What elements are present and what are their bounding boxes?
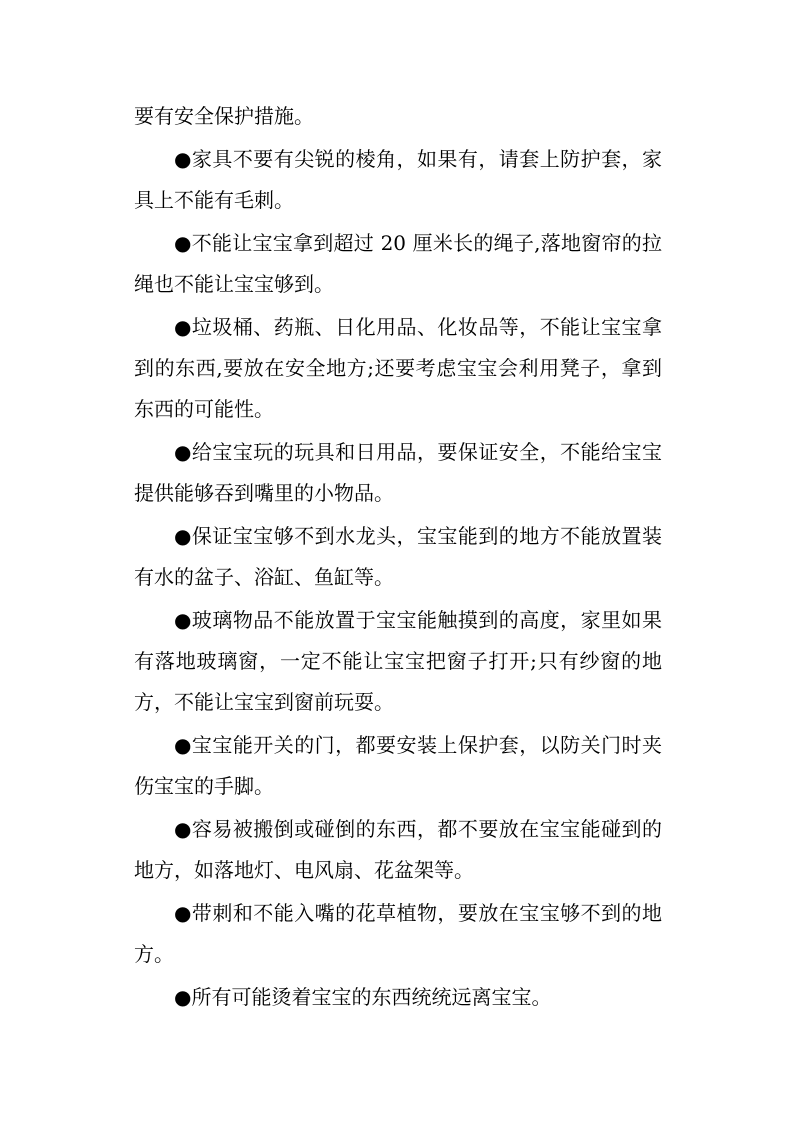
document-body [134, 96, 662, 1020]
paragraph-ropes-cords: ●不能让宝宝拿到超过 20 厘米长的绳子,落地窗帘的拉绳也不能让宝宝够到。 [134, 231, 662, 296]
paragraph-glass-windows: ●玻璃物品不能放置于宝宝能触摸到的高度，家里如果有落地玻璃窗，一定不能让宝宝把窗子打开;只有纱窗的地方，不能让宝宝到窗前玩耍。 [134, 608, 662, 714]
paragraph-hazardous-items: ●垃圾桶、药瓶、日化用品、化妆品等，不能让宝宝拿到的东西,要放在安全地方;还要考虑宝宝会利用凳子，拿到东西的可能性。 [134, 315, 662, 421]
paragraph-water-safety: ●保证宝宝够不到水龙头，宝宝能到的地方不能放置装有水的盆子、浴缸、鱼缸等。 [134, 524, 662, 589]
paragraph-hot-items: ●所有可能烫着宝宝的东西统统远离宝宝。 [174, 985, 552, 1009]
paragraph-doors: ●宝宝能开关的门，都要安装上保护套，以防关门时夹伤宝宝的手脚。 [134, 733, 662, 798]
paragraph-furniture-edges: ●家具不要有尖锐的棱角，如果有，请套上防护套，家具上不能有毛刺。 [134, 147, 662, 212]
paragraph-continuation: 要有安全保护措施。 [134, 104, 314, 128]
paragraph-tipping-objects: ●容易被搬倒或碰倒的东西，都不要放在宝宝能碰到的地方，如落地灯、电风扇、花盆架等。 [134, 817, 662, 882]
paragraph-plants: ●带刺和不能入嘴的花草植物，要放在宝宝够不到的地方。 [134, 901, 662, 966]
paragraph-toys-small-objects: ●给宝宝玩的玩具和日用品，要保证安全，不能给宝宝提供能够吞到嘴里的小物品。 [134, 440, 662, 505]
